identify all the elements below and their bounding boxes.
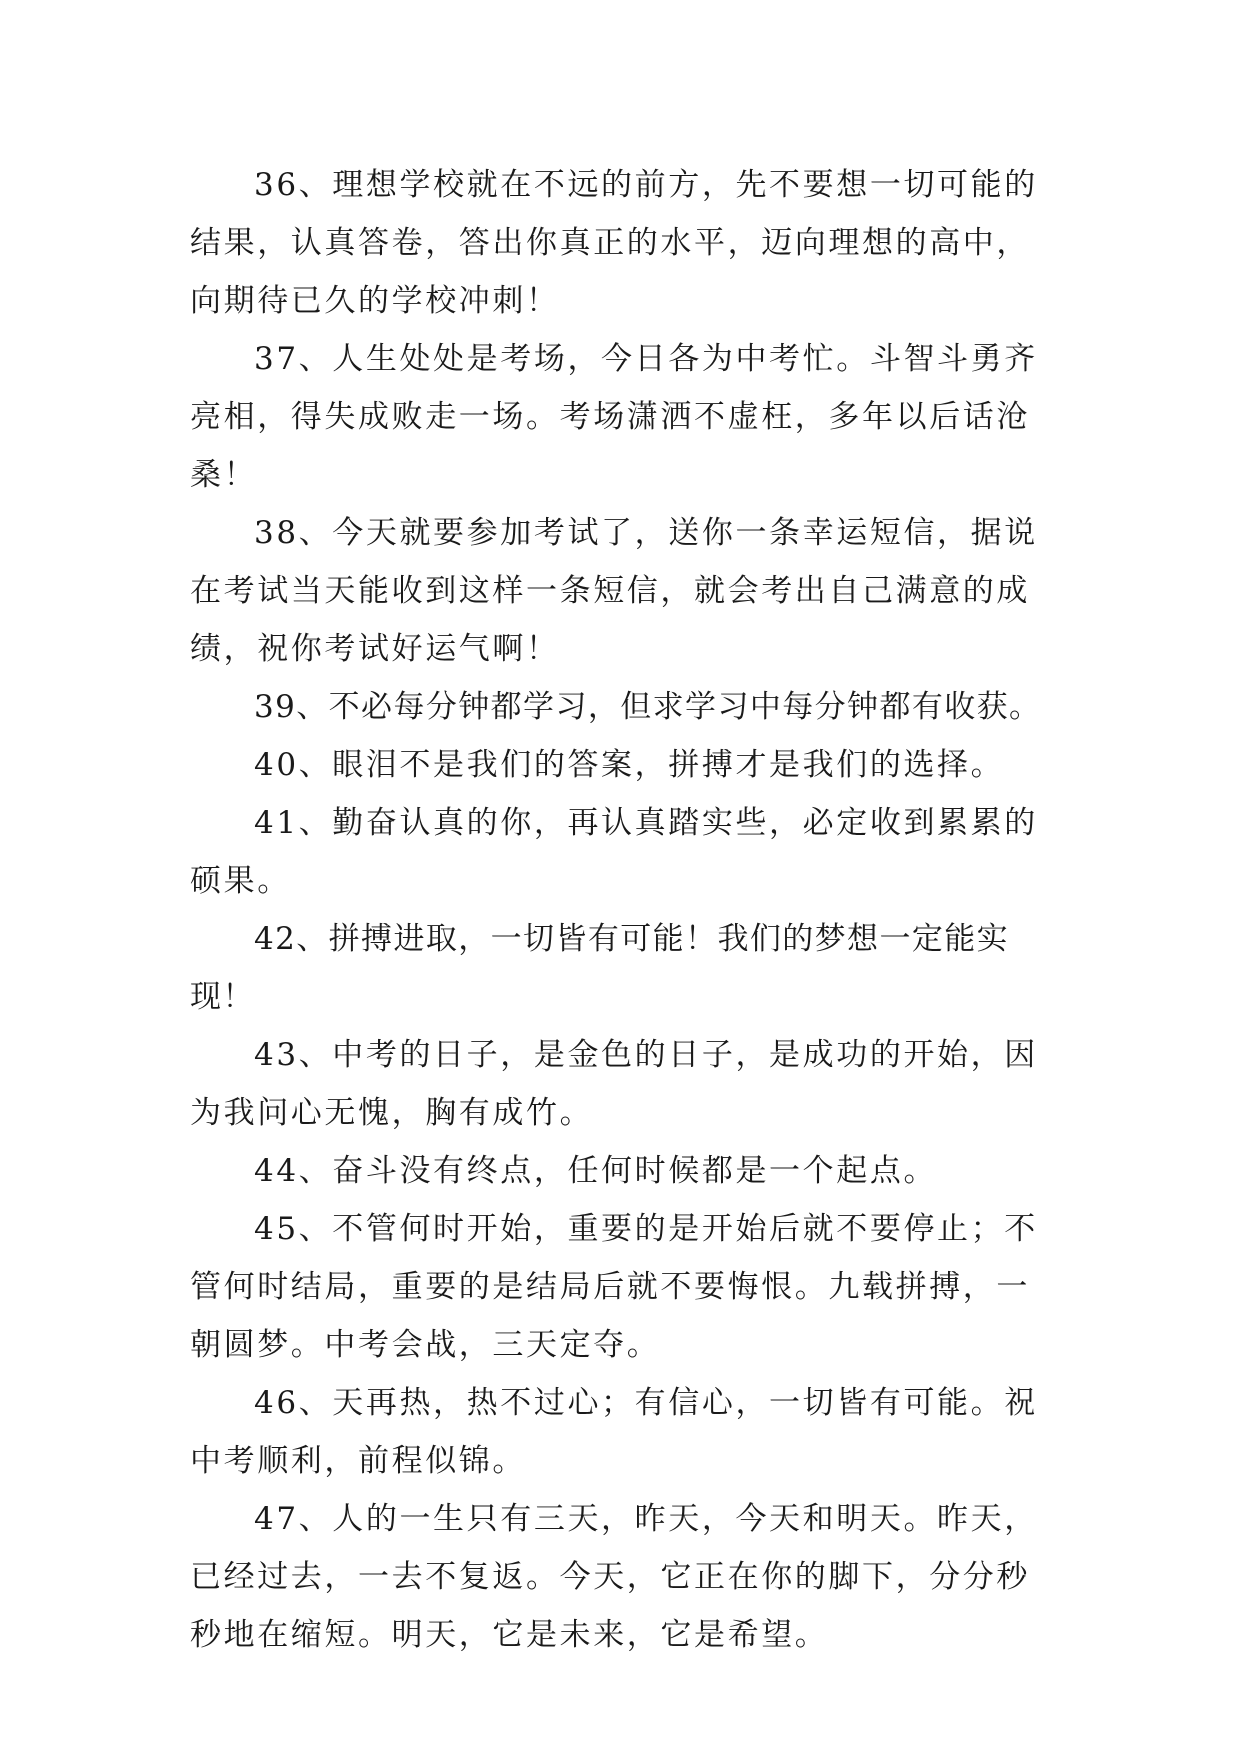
paragraph-39: 39、不必每分钟都学习，但求学习中每分钟都有收获。 bbox=[254, 689, 1042, 725]
paragraph-44: 44、奋斗没有终点，任何时候都是一个起点。 bbox=[254, 1153, 938, 1189]
paragraph-46: 46、天再热，热不过心；有信心，一切皆有可能。祝中考顺利，前程似锦。 bbox=[190, 1385, 1038, 1479]
paragraph-42: 42、拼搏进取，一切皆有可能！我们的梦想一定能实现！ bbox=[190, 921, 1010, 1015]
paragraph-40: 40、眼泪不是我们的答案，拼搏才是我们的选择。 bbox=[254, 747, 1005, 783]
paragraph-36: 36、理想学校就在不远的前方，先不要想一切可能的结果，认真答卷，答出你真正的水平，迈向理想的高中，向期待已久的学校冲刺！ bbox=[190, 167, 1038, 319]
paragraph-41: 41、勤奋认真的你，再认真踏实些，必定收到累累的硕果。 bbox=[190, 805, 1038, 899]
document-body bbox=[190, 156, 1060, 1664]
paragraph-47: 47、人的一生只有三天，昨天，今天和明天。昨天，已经过去，一去不复返。今天，它正在你的脚下，分分秒秒地在缩短。明天，它是未来，它是希望。 bbox=[190, 1501, 1038, 1653]
paragraph-45: 45、不管何时开始，重要的是开始后就不要停止；不管何时结局，重要的是结局后就不要悔恨。九载拼搏，一朝圆梦。中考会战，三天定夺。 bbox=[190, 1211, 1038, 1363]
paragraph-38: 38、今天就要参加考试了，送你一条幸运短信，据说在考试当天能收到这样一条短信，就会考出自己满意的成绩，祝你考试好运气啊！ bbox=[190, 515, 1038, 667]
paragraph-43: 43、中考的日子，是金色的日子，是成功的开始，因为我问心无愧，胸有成竹。 bbox=[190, 1037, 1038, 1131]
paragraph-37: 37、人生处处是考场，今日各为中考忙。斗智斗勇齐亮相，得失成败走一场。考场潇洒不虚枉，多年以后话沧桑！ bbox=[190, 341, 1038, 493]
